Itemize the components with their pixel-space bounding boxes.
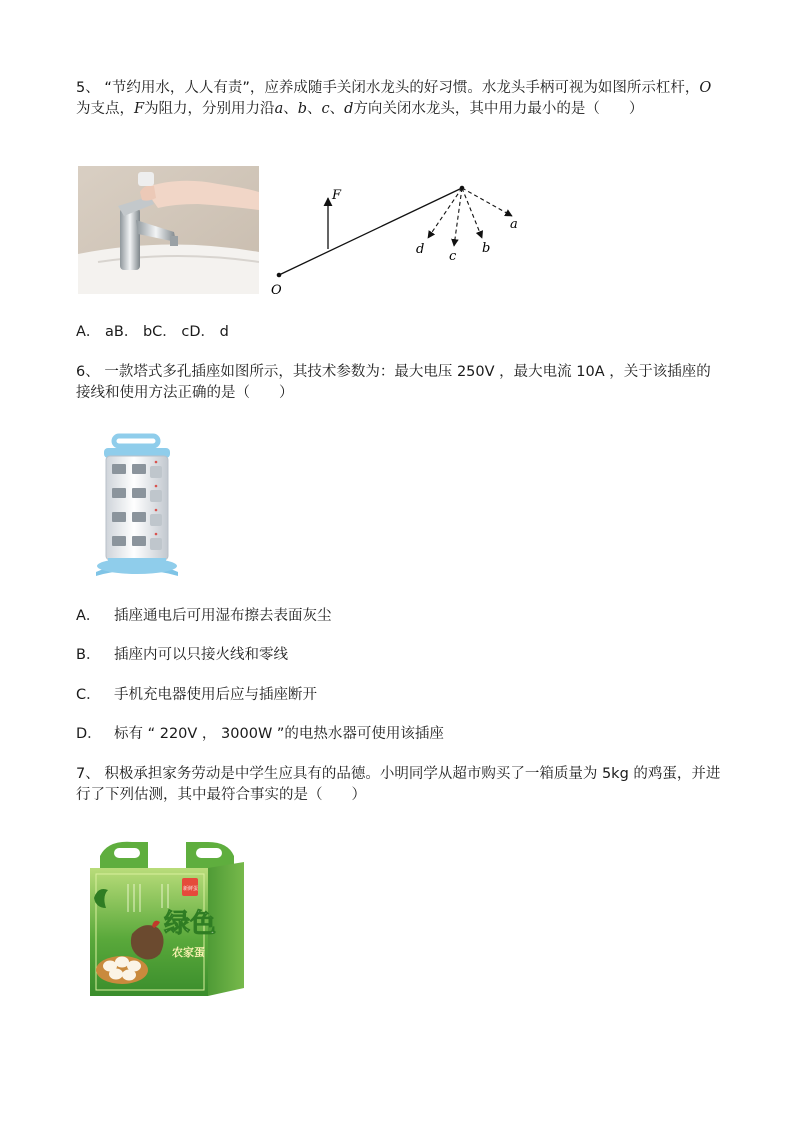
q5-number: 5、 — [76, 80, 100, 96]
faucet-photo — [78, 166, 259, 294]
q6-option-a: A． 插座通电后可用湿布擦去表面灰尘 — [76, 608, 332, 624]
label-b: b — [482, 241, 491, 256]
arrow-c — [454, 188, 462, 246]
box-subtitle: 农家蛋 — [172, 946, 205, 959]
q7-number: 7、 — [76, 766, 100, 782]
tower-socket-photo — [92, 432, 182, 578]
lever-diagram — [268, 176, 528, 300]
label-o: O — [271, 283, 282, 298]
q6-option-c: C． 手机充电器使用后应与插座断开 — [76, 687, 317, 703]
fulcrum-point — [277, 273, 282, 278]
arrow-a — [462, 188, 512, 216]
q5-options: A． aB． bC． cD． d — [76, 324, 229, 340]
label-a: a — [510, 217, 518, 232]
q7-stem: 7、 积极承担家务劳动是中学生应具有的品德。小明同学从超市购买了一箱质量为 5kg 的鸡蛋，并进行了下列估测，其中最符合事实的是（ ） — [76, 766, 721, 803]
box-title: 绿色 — [164, 909, 217, 939]
q6-option-d: D． 标有 “ 220V ， 3000W ”的电热水器可使用该插座 — [76, 726, 444, 742]
egg-box-photo — [88, 838, 246, 998]
q6-option-b: B． 插座内可以只接火线和零线 — [76, 647, 288, 663]
box-badge: 新鲜蛋 — [183, 886, 199, 892]
lever-bar — [279, 188, 462, 275]
q6-number: 6、 — [76, 364, 100, 380]
arrow-b — [462, 188, 482, 238]
q5-stem: 5、 “节约用水，人人有责”，应养成随手关闭水龙头的好习惯。水龙头手柄可视为如图所示杠杆，O为支点，F为阻力，分别用力沿a、b、c、d方向关闭水龙头，其中用力最小的是（ ） — [76, 80, 712, 117]
label-d: d — [416, 242, 425, 257]
label-c: c — [449, 249, 457, 264]
label-f: F — [332, 188, 342, 203]
q6-stem: 6、 一款塔式多孔插座如图所示，其技术参数为：最大电压 250V ，最大电流 10A ，关于该插座的接线和使用方法正确的是（ ） — [76, 364, 711, 401]
